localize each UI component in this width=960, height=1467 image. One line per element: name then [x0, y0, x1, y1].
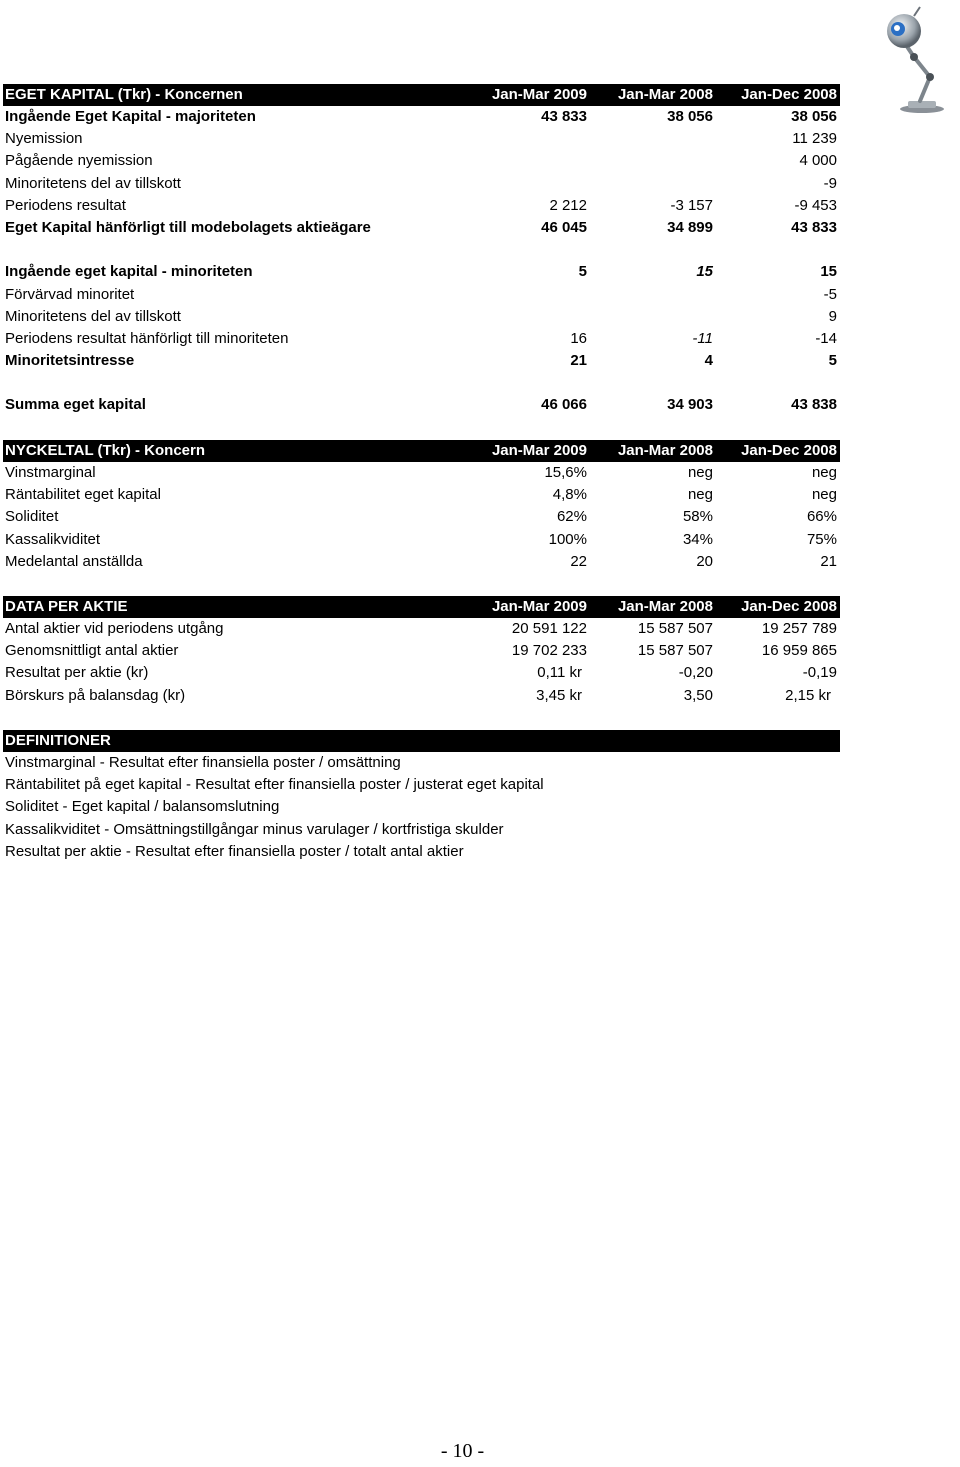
cell-value: 2 212 [549, 196, 587, 214]
cell-value: 34 899 [667, 218, 713, 236]
column-header: Jan-Dec 2008 [741, 442, 837, 459]
cell-value: 15 [696, 263, 713, 281]
table-row [3, 261, 840, 283]
cell-value: 3,45 kr [536, 686, 582, 704]
table-row [3, 551, 840, 573]
column-header: Jan-Mar 2009 [491, 86, 587, 103]
cell-value: 19 702 233 [511, 642, 587, 660]
cell-value: 66% [806, 508, 837, 526]
table-row [3, 173, 840, 195]
cell-value: 46 066 [541, 396, 587, 414]
cell-value: 15 [820, 263, 837, 281]
table-row [3, 150, 840, 172]
table-row [3, 106, 840, 128]
cell-value: 15 587 507 [637, 642, 713, 660]
cell-value: 20 591 122 [511, 620, 587, 637]
row-label: Medelantal anställda [5, 552, 143, 570]
cell-value: neg [687, 464, 713, 481]
cell-value: 21 [820, 552, 837, 570]
definition-line: Resultat per aktie - Resultat efter finansiella poster / totalt antal aktier [5, 842, 464, 860]
section-title: DATA PER AKTIE [5, 598, 128, 615]
table-row [3, 128, 840, 150]
cell-value: 34% [682, 530, 713, 548]
row-label: Minoritetens del av tillskott [5, 307, 181, 325]
cell-value: -9 453 [794, 196, 837, 214]
cell-value: 11 239 [792, 130, 837, 148]
cell-value: -3 157 [670, 196, 713, 214]
cell-value: 46 045 [541, 218, 587, 236]
row-label: Summa eget kapital [5, 396, 146, 414]
definition-line: Vinstmarginal - Resultat efter finansiella poster / omsättning [5, 754, 401, 771]
robot-lamp-icon [880, 5, 958, 115]
cell-value: 4 000 [799, 152, 837, 170]
row-label: Minoritetsintresse [5, 352, 135, 370]
table-row [3, 328, 840, 350]
equity-header [3, 84, 840, 106]
cell-value: 3,50 [683, 686, 713, 704]
cell-value: neg [811, 486, 837, 504]
column-header: Jan-Mar 2008 [617, 86, 713, 103]
cell-value: 5 [828, 352, 837, 370]
page-number: - 10 - [440, 1440, 485, 1462]
cell-value: 16 [570, 329, 587, 347]
cell-value: -11 [692, 329, 713, 347]
row-label: Periodens resultat [5, 196, 126, 214]
cell-value: -14 [815, 329, 837, 347]
cell-value: 38 056 [667, 108, 713, 125]
definitions-section [3, 730, 840, 863]
spacer [3, 372, 840, 394]
table-row [3, 640, 840, 662]
row-label: Periodens resultat hänförligt till minoriteten [5, 329, 289, 347]
table-row [3, 529, 840, 551]
row-label: Börskurs på balansdag (kr) [5, 686, 186, 704]
cell-value: neg [811, 464, 837, 481]
table-row [3, 350, 840, 372]
row-label: Nyemission [5, 130, 83, 148]
table-row [3, 217, 840, 239]
cell-value: 15,6% [544, 464, 587, 481]
table-row [3, 618, 840, 640]
table-row-total [3, 394, 840, 416]
cell-value: 43 838 [791, 396, 837, 414]
column-header: Jan-Mar 2008 [617, 442, 713, 459]
row-label: Soliditet [5, 508, 59, 526]
column-header: Jan-Mar 2008 [617, 598, 713, 615]
cell-value: 100% [548, 530, 587, 548]
cell-value: 43 833 [541, 108, 587, 125]
cell-value: 4,8% [552, 486, 587, 504]
cell-value: 5 [578, 263, 587, 281]
row-label: Minoritetens del av tillskott [5, 174, 181, 192]
cell-value: 34 903 [667, 396, 713, 414]
row-label: Genomsnittligt antal aktier [5, 642, 179, 660]
row-label: Ingående eget kapital - minoriteten [5, 263, 253, 281]
table-row [3, 195, 840, 217]
table-row [3, 284, 840, 306]
cell-value: 4 [704, 352, 713, 370]
keyfigures-section [3, 440, 840, 573]
definition-line: Räntabilitet på eget kapital - Resultat efter finansiella poster / justerat eget kapital [5, 776, 544, 794]
table-row [3, 462, 840, 484]
section-title: EGET KAPITAL (Tkr) - Koncernen [5, 86, 243, 103]
cell-value: -9 [823, 174, 837, 192]
table-row [3, 662, 840, 684]
table-row [3, 506, 840, 528]
pershare-section [3, 596, 840, 707]
cell-value: -0,19 [802, 664, 837, 682]
column-header: Jan-Mar 2009 [491, 598, 587, 615]
section-title: NYCKELTAL (Tkr) - Koncern [5, 442, 206, 459]
section-title: DEFINITIONER [5, 732, 111, 749]
cell-value: 38 056 [791, 108, 837, 125]
definition-line: Soliditet - Eget kapital / balansomslutning [5, 798, 280, 816]
cell-value: 58% [682, 508, 713, 526]
cell-value: 22 [570, 552, 587, 570]
column-header: Jan-Mar 2009 [491, 442, 587, 459]
table-row [3, 306, 840, 328]
cell-value: -5 [823, 285, 837, 303]
cell-value: 21 [570, 352, 587, 370]
cell-value: 75% [806, 530, 837, 548]
cell-value: 43 833 [791, 218, 837, 236]
row-label: Kassalikviditet [5, 530, 101, 548]
table-row [3, 685, 840, 707]
cell-value: 20 [696, 552, 713, 570]
row-label: Ingående Eget Kapital - majoriteten [5, 108, 256, 125]
cell-value: 9 [828, 307, 837, 325]
column-header: Jan-Dec 2008 [741, 598, 837, 615]
definitions-header [3, 730, 840, 752]
row-label: Vinstmarginal [5, 464, 96, 481]
cell-value: 19 257 789 [761, 620, 837, 637]
cell-value: 62% [556, 508, 587, 526]
row-label: Antal aktier vid periodens utgång [5, 620, 224, 637]
cell-value: 15 587 507 [637, 620, 713, 637]
row-label: Eget Kapital hänförligt till modebolagets aktieägare [5, 218, 371, 236]
row-label: Resultat per aktie (kr) [5, 664, 149, 682]
row-label: Räntabilitet eget kapital [5, 486, 161, 504]
cell-value: -0,20 [678, 664, 713, 682]
spacer [3, 239, 840, 261]
cell-value: 2,15 kr [785, 686, 831, 704]
equity-section [3, 84, 840, 417]
table-row [3, 484, 840, 506]
pershare-header [3, 596, 840, 618]
column-header: Jan-Dec 2008 [741, 86, 837, 103]
definition-line: Kassalikviditet - Omsättningstillgångar minus varulager / kortfristiga skulder [5, 820, 504, 838]
cell-value: 0,11 kr [537, 664, 582, 682]
keyfigures-header [3, 440, 840, 462]
cell-value: neg [687, 486, 713, 504]
row-label: Förvärvad minoritet [5, 285, 135, 303]
row-label: Pågående nyemission [5, 152, 153, 170]
cell-value: 16 959 865 [761, 642, 837, 660]
